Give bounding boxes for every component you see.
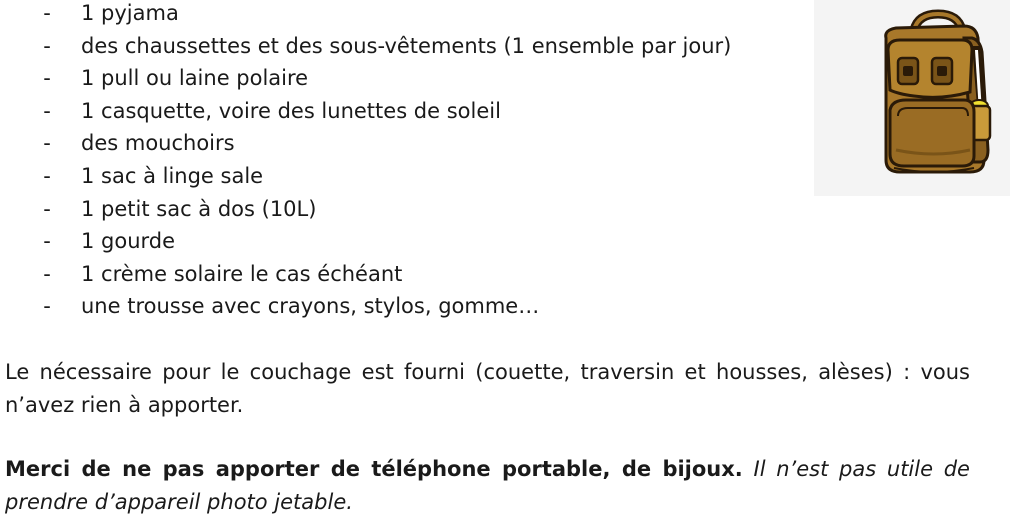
list-item-text: des chaussettes et des sous-vêtements (1 ensemble par jour)	[81, 33, 732, 58]
list-dash: -	[43, 294, 51, 319]
list-dash: -	[43, 163, 51, 188]
list-dash: -	[43, 131, 51, 156]
notice-italic-text: Il n’est pas utile de prendre d’appareil photo jetable.	[5, 457, 970, 514]
list-dash: -	[43, 1, 51, 25]
list-dash: -	[43, 98, 51, 123]
list-dash: -	[43, 261, 51, 286]
list-item-text: des mouchoirs	[81, 131, 235, 156]
list-item-text: 1 crème solaire le cas échéant	[81, 261, 403, 286]
list-item-text: 1 petit sac à dos (10L)	[81, 196, 317, 221]
list-dash: -	[43, 196, 51, 221]
list-item-text: 1 pull ou laine polaire	[81, 66, 309, 91]
list-item-text: 1 gourde	[81, 229, 176, 254]
backpack-illustration	[814, 0, 1010, 196]
backpack-icon	[814, 0, 1010, 196]
notice-paragraph	[5, 453, 970, 519]
list-item-text: 1 sac à linge sale	[81, 163, 264, 188]
list-dash: -	[43, 66, 51, 91]
list-item-text: une trousse avec crayons, stylos, gomme…	[81, 294, 540, 319]
bedding-paragraph: Le nécessaire pour le couchage est fourni (couette, traversin et housses, alèses) : vous n’avez rien à apporter.	[5, 360, 970, 417]
list-item-text: 1 casquette, voire des lunettes de soleil	[81, 98, 501, 123]
list-item-text: 1 pyjama	[81, 1, 179, 25]
list-dash: -	[43, 229, 51, 254]
notice-bold-text: Merci de ne pas apporter de téléphone portable, de bijoux.	[5, 457, 743, 481]
list-dash: -	[43, 33, 51, 58]
